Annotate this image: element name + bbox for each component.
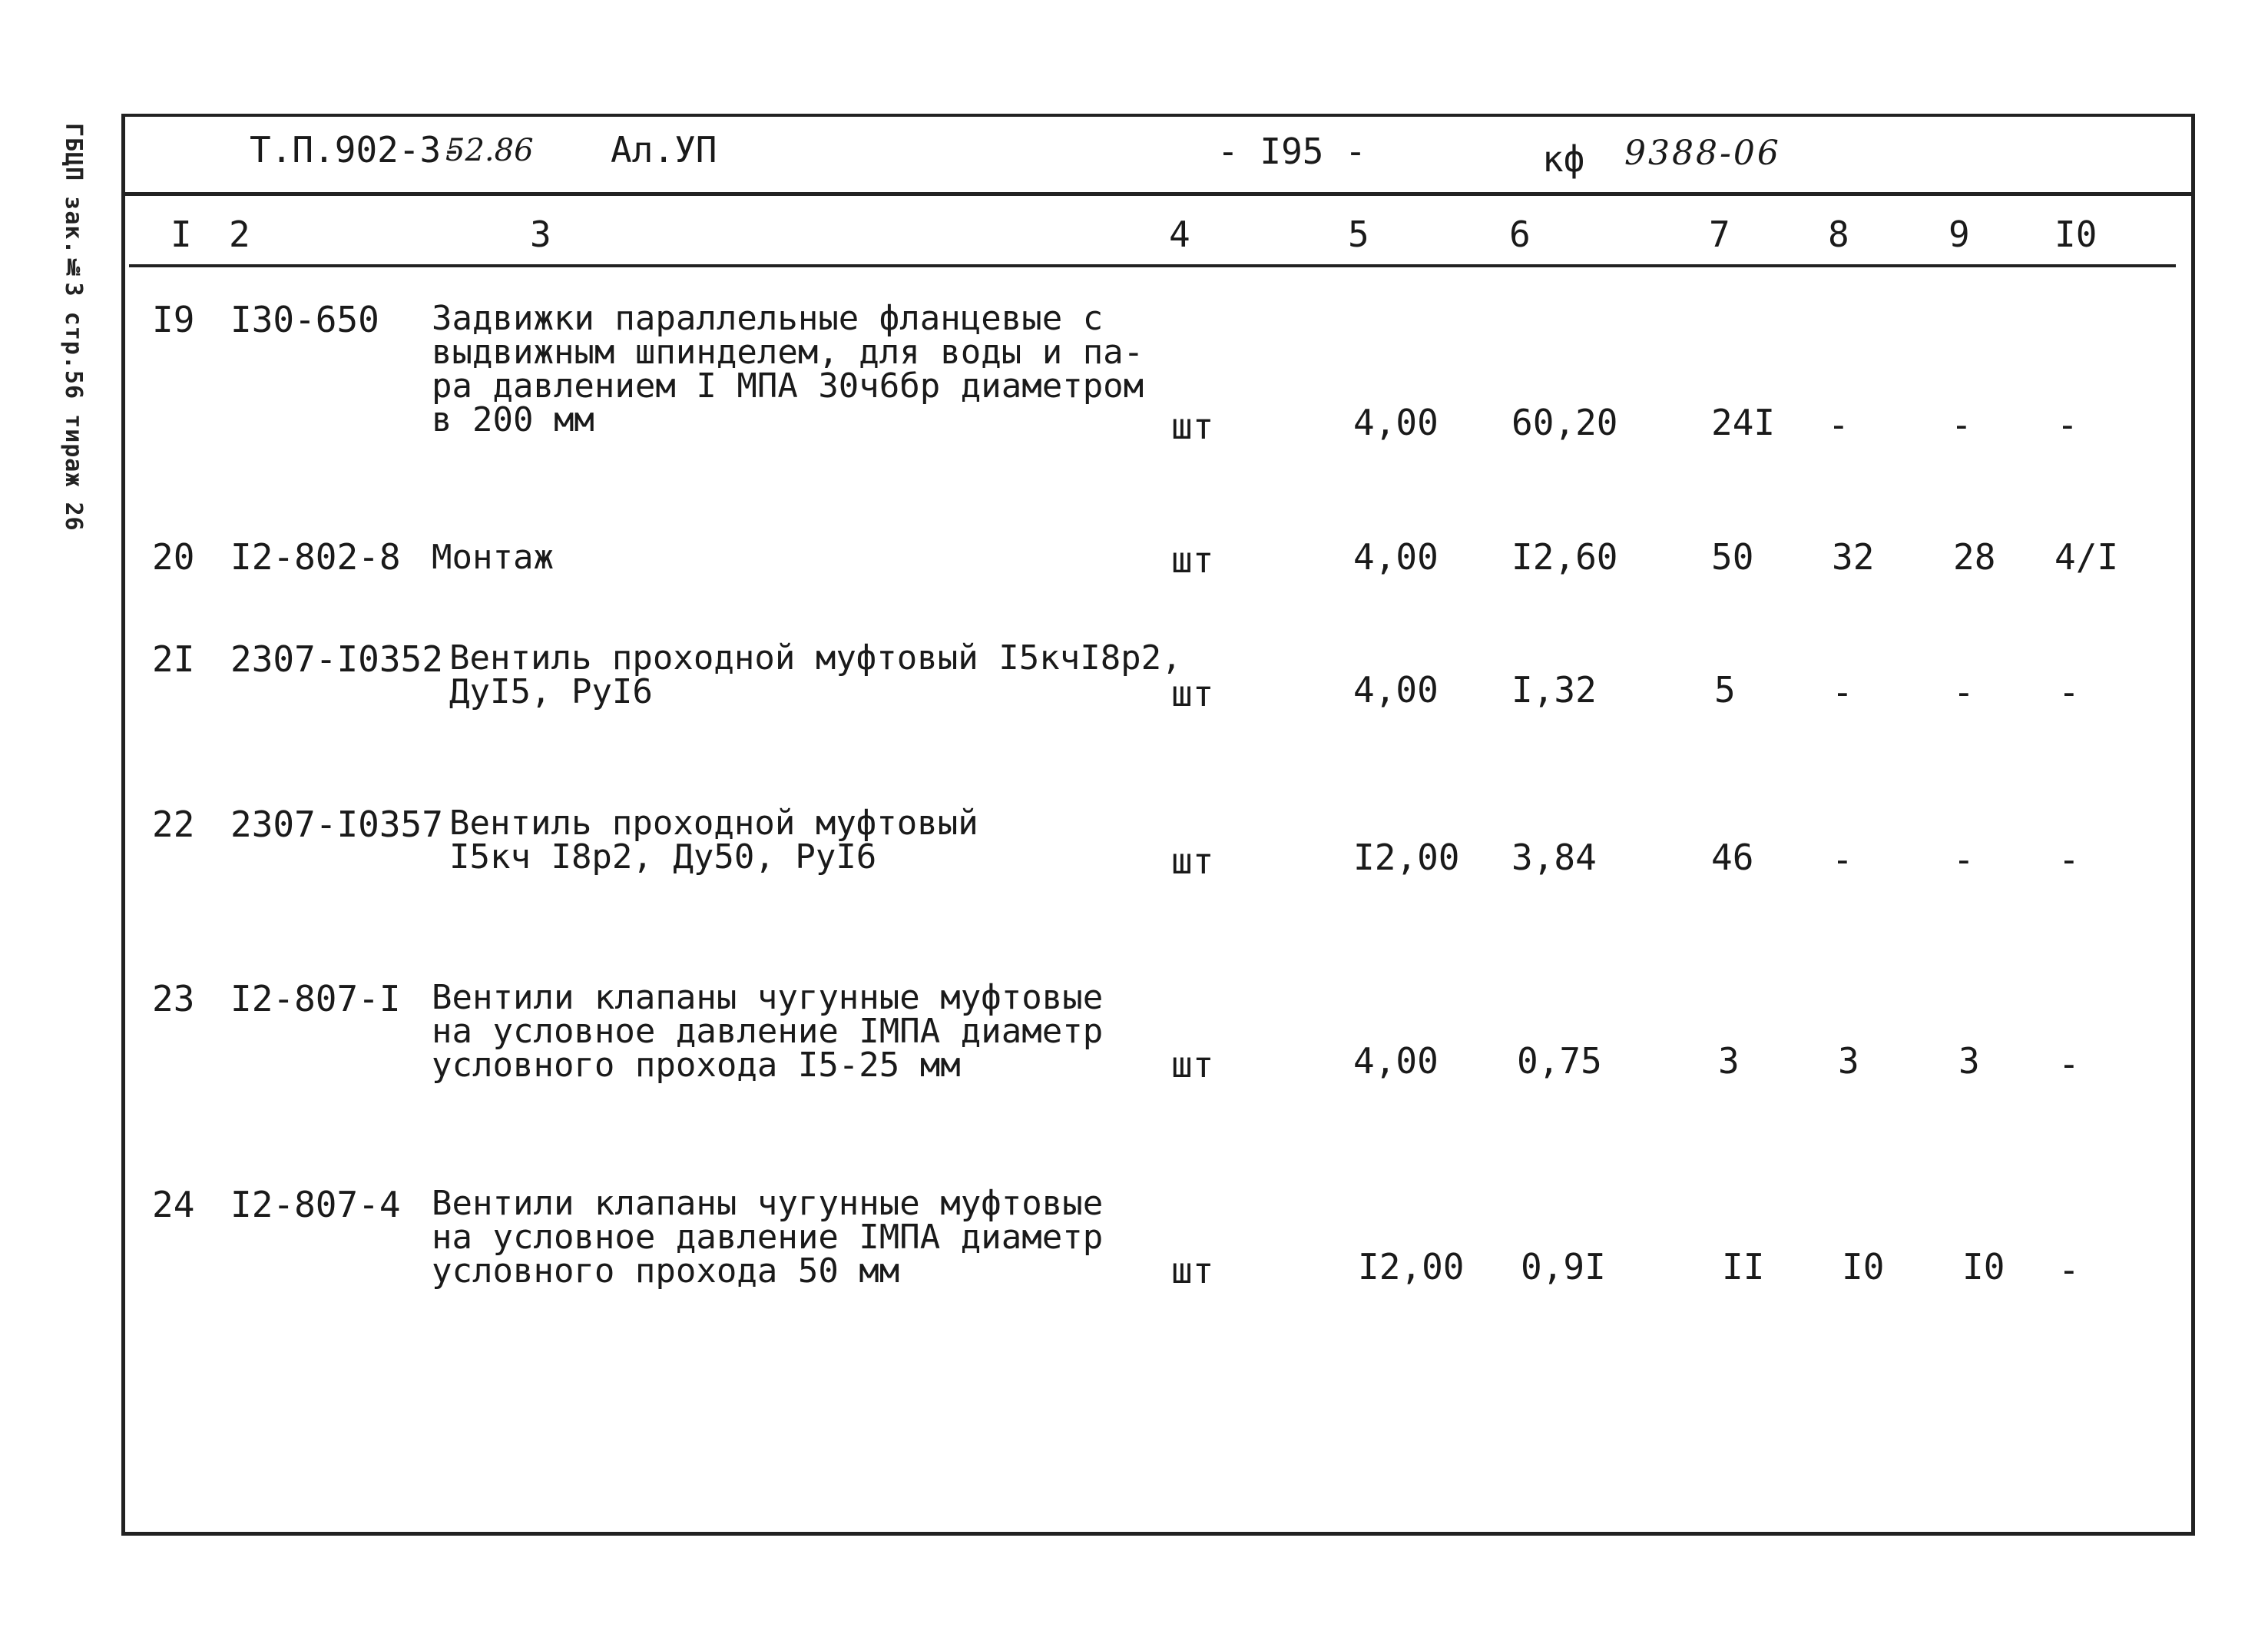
col-header-6: 6 [1509, 214, 1531, 255]
row-code: I2-807-4 [230, 1184, 401, 1225]
row-col7: 24I [1711, 402, 1776, 443]
row-unit: шт [1171, 1044, 1214, 1085]
row-qty: I2,00 [1353, 837, 1460, 878]
row-col8: - [1828, 404, 1849, 446]
col-header-10: I0 [2054, 214, 2097, 255]
kf-number: 9388-06 [1624, 134, 1781, 173]
row-col10: - [2058, 1249, 2080, 1291]
row-col7: 46 [1711, 837, 1754, 878]
col-header-9: 9 [1948, 214, 1970, 255]
col-header-3: 3 [530, 214, 551, 255]
row-col7: II [1722, 1246, 1765, 1288]
row-col8: I0 [1842, 1246, 1885, 1288]
row-description: Вентиль проходной муфтовый I5кч I8р2, Ду50, РуI6 [449, 804, 978, 877]
row-unit: шт [1171, 673, 1214, 714]
col-header-5: 5 [1348, 214, 1369, 255]
album-label: Ал.УП [611, 129, 717, 171]
doc-code-handwritten: 52.86 [445, 133, 534, 168]
row-num: 23 [152, 978, 195, 1019]
row-col6: I,32 [1511, 669, 1597, 711]
row-col6: 0,75 [1517, 1040, 1602, 1082]
column-header-divider [129, 264, 2176, 267]
row-qty: 4,00 [1353, 536, 1439, 578]
row-code: I2-807-I [230, 978, 401, 1019]
row-col10: - [2058, 671, 2080, 713]
col-header-1: I [171, 214, 192, 255]
row-qty: 4,00 [1353, 669, 1439, 711]
header-divider [121, 192, 2191, 196]
row-unit: шт [1171, 1250, 1214, 1291]
row-qty: 4,00 [1353, 1040, 1439, 1082]
row-description: Вентили клапаны чугунные муфтовые на условное давление IМПА диаметр условного прохода I5-25 мм [432, 978, 1104, 1085]
row-num: 24 [152, 1184, 195, 1225]
row-code: I2-802-8 [230, 536, 401, 578]
row-col9: I0 [1962, 1246, 2005, 1288]
col-header-8: 8 [1828, 214, 1849, 255]
row-col8: 32 [1832, 536, 1875, 578]
row-code: 2307-I0352 [230, 638, 443, 680]
col-header-7: 7 [1709, 214, 1730, 255]
row-code: 2307-I0357 [230, 804, 443, 845]
row-col9: - [1953, 671, 1975, 713]
row-num: 22 [152, 804, 195, 845]
row-col6: 3,84 [1511, 837, 1597, 878]
row-col8: - [1832, 671, 1853, 713]
row-col6: I2,60 [1511, 536, 1618, 578]
row-description: Монтаж [432, 538, 554, 577]
row-description: Вентиль проходной муфтовый I5кчI8р2, ДуI5, РуI6 [449, 638, 1182, 711]
row-col9: 3 [1958, 1040, 1980, 1082]
row-unit: шт [1171, 539, 1214, 581]
row-num: 2I [152, 638, 195, 680]
col-header-2: 2 [229, 214, 250, 255]
page-number: - I95 - [1217, 131, 1366, 172]
row-col8: - [1832, 839, 1853, 880]
row-col9: - [1953, 839, 1975, 880]
side-note: ГБЦП зак.№3 стр.56 тираж 26 [60, 123, 87, 532]
row-num: I9 [152, 299, 195, 340]
row-code: I30-650 [230, 299, 379, 340]
col-header-4: 4 [1169, 214, 1190, 255]
row-col10: 4/I [2054, 536, 2119, 578]
row-col8: 3 [1838, 1040, 1859, 1082]
row-unit: шт [1171, 840, 1214, 882]
row-description: Вентили клапаны чугунные муфтовые на условное давление IМПА диаметр условного прохода 50 мм [432, 1184, 1104, 1291]
row-col7: 50 [1711, 536, 1754, 578]
row-col10: - [2057, 404, 2078, 446]
row-col6: 0,9I [1521, 1246, 1606, 1288]
row-col6: 60,20 [1511, 402, 1618, 443]
row-col10: - [2058, 1043, 2080, 1085]
row-qty: 4,00 [1353, 402, 1439, 443]
kf-label: кф [1542, 138, 1585, 180]
row-col9: 28 [1953, 536, 1996, 578]
row-num: 20 [152, 536, 195, 578]
row-qty: I2,00 [1358, 1246, 1465, 1288]
doc-code: Т.П.902-3- [250, 129, 462, 171]
row-description: Задвижки параллельные фланцевые с выдвижным шпинделем, для воды и па- ра давлением I МПА 30ч6бр диаметром в 200 мм [432, 299, 1144, 439]
row-col7: 5 [1714, 669, 1736, 711]
row-col9: - [1951, 404, 1972, 446]
row-unit: шт [1171, 406, 1214, 447]
row-col7: 3 [1718, 1040, 1740, 1082]
row-col10: - [2058, 839, 2080, 880]
